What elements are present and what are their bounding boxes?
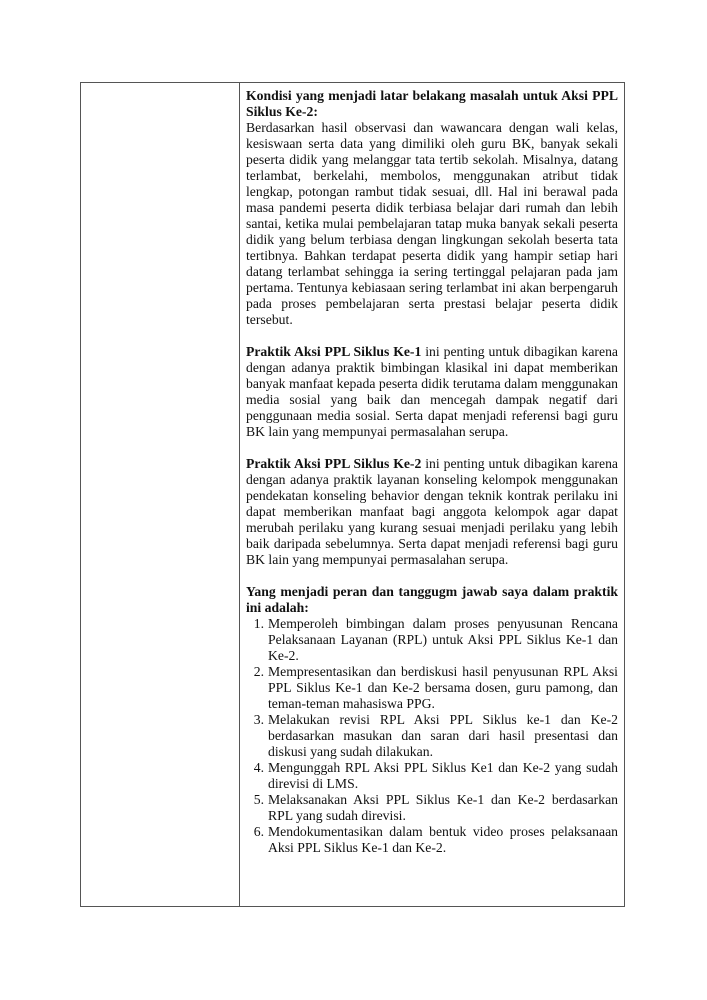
list-item-number: 2.: [253, 664, 264, 679]
list-item: [246, 792, 618, 824]
list-item: [246, 824, 618, 856]
cycle1-body: ini penting untuk dibagikan karena dengan adanya praktik bimbingan klasikal ini dapat memberikan banyak manfaat kepada peserta didik terutama dalam menggunakan media sosial yang baik dan mencegah dampak negatif dari penggunaan media sosial. Serta dapat menjadi referensi bagi guru BK lain yang mempunyai permasalahan serupa.: [246, 344, 618, 439]
list-item-text: Memperoleh bimbingan dalam proses penyusunan Rencana Pelaksanaan Layanan (RPL) untuk Aksi PPL Siklus Ke-1 dan Ke-2.: [268, 616, 618, 663]
document-table: [80, 82, 625, 907]
roles-list: [246, 616, 618, 856]
list-item: [246, 712, 618, 760]
list-item: [246, 616, 618, 664]
cycle2-body: ini penting untuk dibagikan karena dengan adanya praktik layanan konseling kelompok menggunakan pendekatan konseling behavior dengan teknik kontrak perilaku ini dapat memberikan manfaat bagi anggota kelompok agar dapat merubah perilaku yang kurang sesuai menjadi perilaku yang lebih baik daripada sebelumnya. Serta dapat menjadi referensi bagi guru BK lain yang mempunyai permasalahan serupa.: [246, 456, 618, 567]
list-item-text: Mengunggah RPL Aksi PPL Siklus Ke1 dan Ke-2 yang sudah direvisi di LMS.: [268, 760, 618, 791]
cycle2-paragraph: [246, 456, 618, 568]
list-item: [246, 664, 618, 712]
list-item-number: 6.: [253, 824, 264, 839]
list-item-number: 5.: [253, 792, 264, 807]
table-right-column: [240, 83, 624, 906]
list-item-text: Melaksanakan Aksi PPL Siklus Ke-1 dan Ke-2 berdasarkan RPL yang sudah direvisi.: [268, 792, 618, 823]
cycle1-lead: Praktik Aksi PPL Siklus Ke-1: [246, 344, 422, 359]
table-left-column: [81, 83, 240, 906]
roles-heading: Yang menjadi peran dan tanggugm jawab saya dalam praktik ini adalah:: [246, 584, 618, 615]
list-item: [246, 760, 618, 792]
list-item-number: 4.: [253, 760, 264, 775]
list-item-number: 3.: [253, 712, 264, 727]
list-item-number: 1.: [253, 616, 264, 631]
background-heading: Kondisi yang menjadi latar belakang masalah untuk Aksi PPL Siklus Ke-2:: [246, 88, 618, 119]
cycle1-paragraph: [246, 344, 618, 440]
cycle2-lead: Praktik Aksi PPL Siklus Ke-2: [246, 456, 422, 471]
list-item-text: Melakukan revisi RPL Aksi PPL Siklus ke-1 dan Ke-2 berdasarkan masukan dan saran dari hasil presentasi dan diskusi yang sudah dilakukan.: [268, 712, 618, 759]
list-item-text: Mendokumentasikan dalam bentuk video proses pelaksanaan Aksi PPL Siklus Ke-1 dan Ke-2.: [268, 824, 618, 855]
background-paragraph: Berdasarkan hasil observasi dan wawancara dengan wali kelas, kesiswaan serta data yang dimiliki oleh guru BK, banyak sekali peserta didik yang melanggar tata tertib sekolah. Misalnya, datang terlambat, berkelahi, membolos, menggunakan atribut tidak lengkap, potongan rambut tidak sesuai, dll. Hal ini berawal pada masa pandemi peserta didik terbiasa belajar dari rumah dan lebih santai, ketika mulai pembelajaran tatap muka banyak sekali peserta didik yang belum terbiasa dengan lingkungan sekolah beserta tata tertibnya. Bahkan terdapat peserta didik yang hampir setiap hari datang terlambat sehingga ia sering tertinggal pelajaran pada jam pertama. Tentunya kebiasaan sering terlambat ini akan berpengaruh pada proses pembelajaran serta prestasi belajar peserta didik tersebut.: [246, 120, 618, 327]
list-item-text: Mempresentasikan dan berdiskusi hasil penyusunan RPL Aksi PPL Siklus Ke-1 dan Ke-2 bersama dosen, guru pamong, dan teman-teman mahasiswa PPG.: [268, 664, 618, 711]
